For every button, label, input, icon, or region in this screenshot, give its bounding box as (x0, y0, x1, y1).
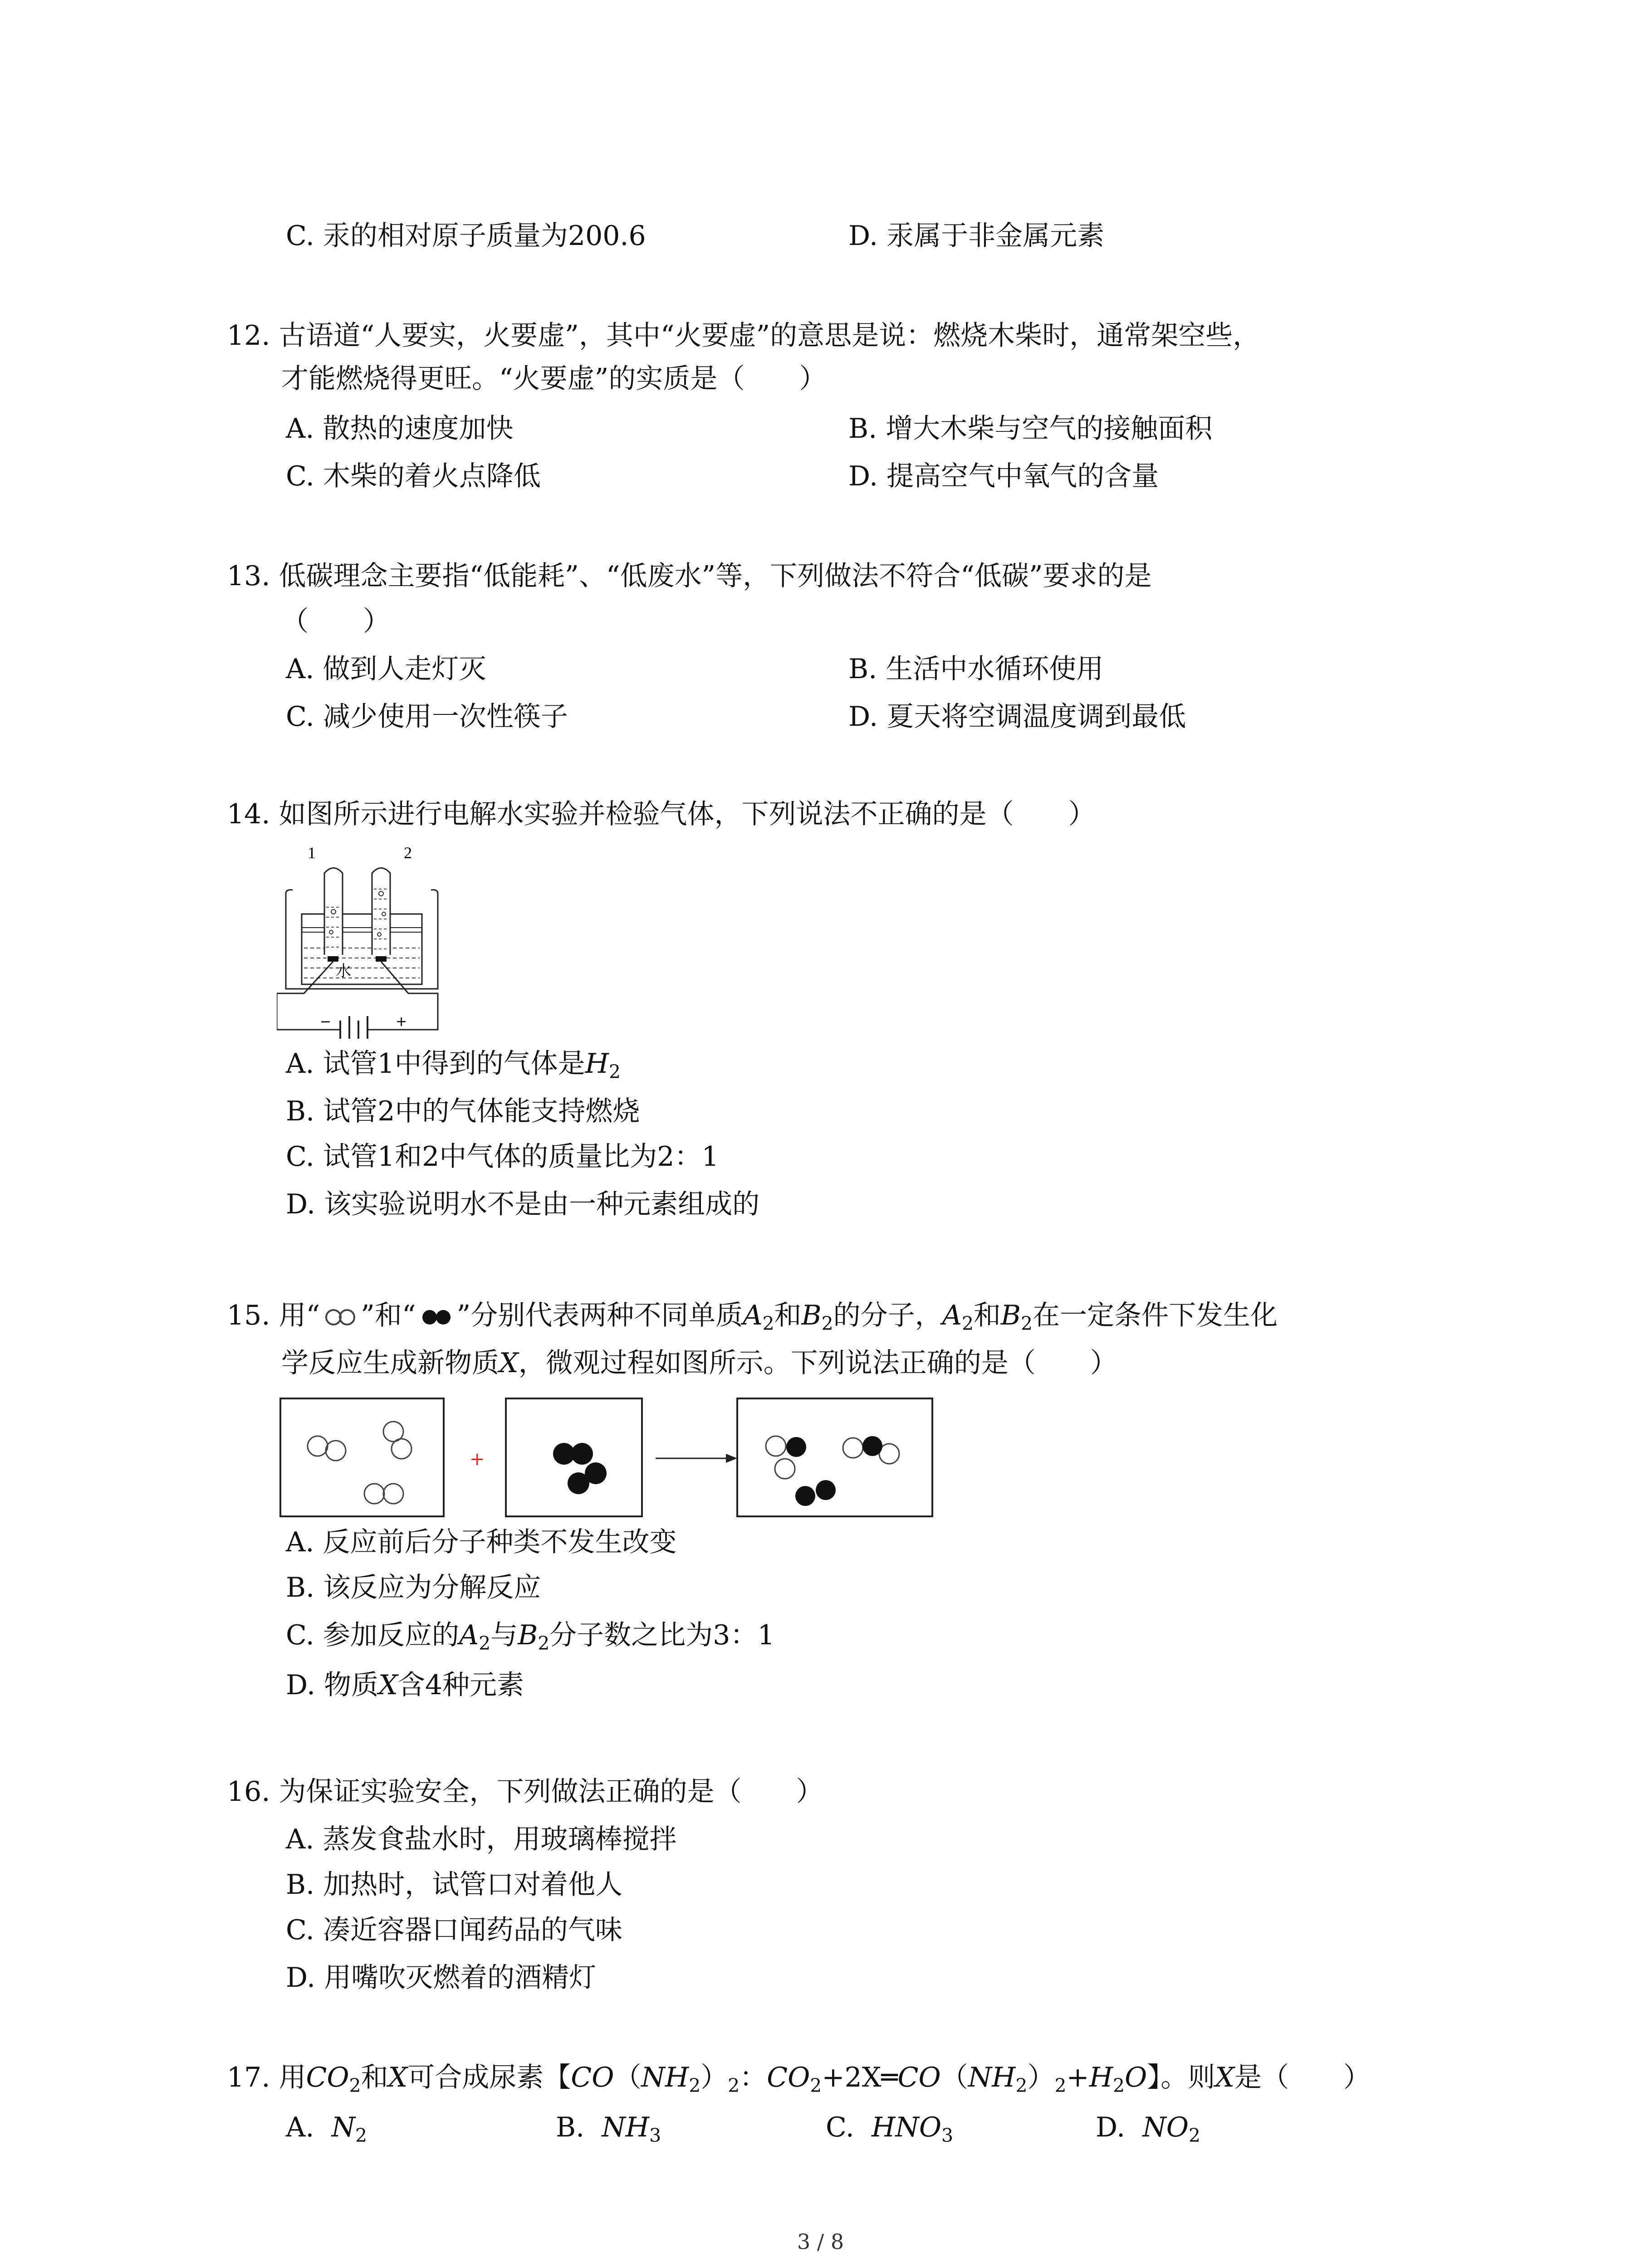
q16-option-c: C. 凑近容器口闻药品的气味 (286, 1914, 622, 1946)
q16-option-b: B. 加热时，试管口对着他人 (286, 1869, 623, 1901)
q15-stem-line1: 15. 用“ ”和“ ”分别代表两种不同单质$A_2$和$B_2$的分子，$A_2$和$B_2$在一定条件下发生化 (227, 1300, 1278, 1335)
q14-stem: 14. 如图所示进行电解水实验并检验气体，下列说法不正确的是（ ） (227, 798, 1096, 830)
q14-option-a: A. 试管1中得到的气体是$H_2$ (286, 1048, 621, 1083)
q15-option-c: C. 参加反应的$A_2$与$B_2$分子数之比为3：1 (286, 1619, 775, 1655)
water-label: 水 (336, 962, 351, 980)
q11-option-d: D. 汞属于非金属元素 (848, 220, 1105, 252)
q15-stem-line2: 学反应生成新物质X，微观过程如图所示。下列说法正确的是（ ） (281, 1347, 1117, 1379)
q15-option-b: B. 该反应为分解反应 (286, 1572, 541, 1603)
beaker (302, 914, 422, 984)
q16-stem: 16. 为保证实验安全，下列做法正确的是（ ） (227, 1776, 823, 1808)
q17-option-a: A. $N_2$ (286, 2112, 367, 2147)
tube-2-label: 2 (404, 844, 412, 862)
water-trough (286, 894, 438, 989)
q12-option-a: A. 散热的速度加快 (286, 413, 514, 445)
q12-stem-line1: 12. 古语道“人要实，火要虚”，其中“火要虚”的意思是说：燃烧木柴时，通常架空些， (227, 320, 1260, 352)
electrode-2 (376, 956, 387, 962)
q14-option-c: C. 试管1和2中气体的质量比为2：1 (286, 1141, 719, 1173)
plus-label: + (396, 1014, 407, 1030)
q13-option-c: C. 减少使用一次性筷子 (286, 701, 568, 733)
q13-stem-line1: 13. 低碳理念主要指“低能耗”、“低废水”等，下列做法不符合“低碳”要求的是 (227, 560, 1152, 592)
q17-option-c: C. $HNO_3$ (826, 2112, 953, 2147)
page-number: 3 / 8 (797, 2229, 844, 2254)
q14-option-b: B. 试管2中的气体能支持燃烧 (286, 1095, 640, 1127)
electrolysis-diagram (277, 839, 449, 1039)
plus-sign: + (470, 1449, 485, 1470)
q13-option-b: B. 生活中水循环使用 (848, 653, 1104, 685)
q12-option-b: B. 增大木柴与空气的接触面积 (848, 413, 1213, 445)
q13-option-d: D. 夏天将空调温度调到最低 (848, 701, 1186, 733)
q11-option-c: C. 汞的相对原子质量为200.6 (286, 220, 646, 252)
q17-stem: 17. 用$CO_2$和X可合成尿素【$CO(NH_2)_2$：$CO_2+2X═CO(NH_2)_2+H_2O$】。则X是（ ） (227, 2062, 1371, 2097)
open-molecule-icon (320, 1307, 361, 1327)
q15-option-a: A. 反应前后分子种类不发生改变 (286, 1526, 677, 1558)
electrode-1 (328, 956, 338, 962)
test-tube-1 (324, 868, 343, 955)
q16-option-d: D. 用嘴吹灭燃着的酒精灯 (286, 1962, 597, 1994)
q12-option-d: D. 提高空气中氧气的含量 (848, 460, 1159, 492)
q15-option-d: D. 物质X含4种元素 (286, 1669, 524, 1701)
reaction-diagram (279, 1397, 937, 1520)
tube-1-label: 1 (308, 844, 316, 862)
q12-stem-line2: 才能燃烧得更旺。“火要虚”的实质是（ ） (281, 363, 827, 395)
minus-label: − (320, 1014, 332, 1030)
q14-option-d: D. 该实验说明水不是由一种元素组成的 (286, 1188, 760, 1220)
reactant-a2-box (280, 1398, 444, 1516)
q13-option-a: A. 做到人走灯灭 (286, 653, 486, 685)
test-tube-2 (372, 868, 390, 955)
q13-stem-line2: （ ） (281, 606, 390, 637)
product-box (737, 1398, 932, 1516)
q17-option-d: D. $NO_2$ (1096, 2112, 1200, 2147)
filled-molecule-icon (416, 1307, 457, 1327)
q16-option-a: A. 蒸发食盐水时，用玻璃棒搅拌 (286, 1823, 677, 1855)
q17-option-b: B. $NH_3$ (556, 2112, 661, 2147)
q12-option-c: C. 木柴的着火点降低 (286, 460, 541, 492)
